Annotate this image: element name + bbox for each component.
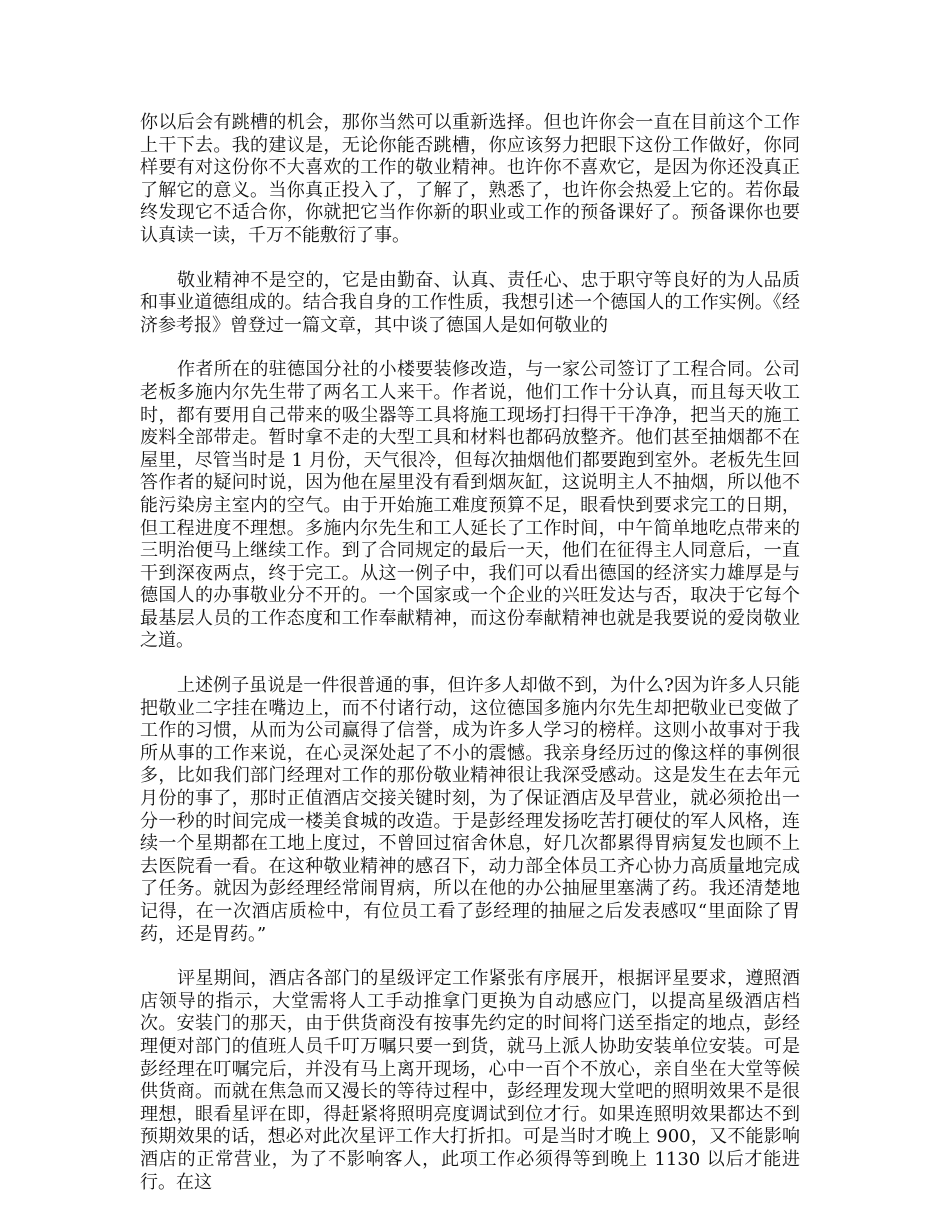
document-body: [140, 112, 800, 1216]
paragraph-1: 你以后会有跳槽的机会，那你当然可以重新选择。但也许你会一直在目前这个工作上干下去。我的建议是，无论你能否跳槽，你应该努力把眼下这份工作做好，你同样要有对这份你不大喜欢的工作的敬业精神。也许你不喜欢它，是因为你还没真正了解它的意义。当你真正投入了，了解了，熟悉了，也许你会热爱上它的。若你最终发现它不适合你，你就把它当作你新的职业或工作的预备课好了。预备课你也要认真读一读，千万不能敷衍了事。: [140, 112, 800, 246]
paragraph-4: 上述例子虽说是一件很普通的事，但许多人却做不到，为什么?因为许多人只能把敬业二字挂在嘴边上，而不付诸行动，这位德国多施内尔先生却把敬业已变做了工作的习惯，从而为公司赢得了信誉，成为许多人学习的榜样。这则小故事对于我所从事的工作来说，在心灵深处起了不小的震憾。我亲身经历过的像这样的事例很多，比如我们部门经理对工作的那份敬业精神很让我深受感动。这是发生在去年元月份的事了，那时正值酒店交接关键时刻，为了保证酒店及早营业，就必须抢出一分一秒的时间完成一楼美食城的改造。于是彭经理发扬吃苦打硬仗的军人风格，连续一个星期都在工地上度过，不曾回过宿舍休息，好几次都累得胃病复发也顾不上去医院看一看。在这种敬业精神的感召下，动力部全体员工齐心协力高质量地完成了任务。就因为彭经理经常闹胃病，所以在他的办公抽屉里塞满了药。我还清楚地记得，在一次酒店质检中，有位员工看了彭经理的抽屉之后发表感叹“里面除了胃药，还是胃药。”: [140, 675, 800, 945]
paragraph-2: 敬业精神不是空的，它是由勤奋、认真、责任心、忠于职守等良好的为人品质和事业道德组成的。结合我自身的工作性质，我想引述一个德国人的工作实例。《经济参考报》曾登过一篇文章，其中谈了德国人是如何敬业的: [140, 269, 800, 336]
paragraph-3: 作者所在的驻德国分社的小楼要装修改造，与一家公司签订了工程合同。公司老板多施内尔先生带了两名工人来干。作者说，他们工作十分认真，而且每天收工时，都有要用自己带来的吸尘器等工具将施工现场打扫得干干净净，把当天的施工废料全部带走。暂时拿不走的大型工具和材料也都码放整齐。他们甚至抽烟都不在屋里，尽管当时是 1 月份，天气很冷，但每次抽烟他们都要跑到室外。老板先生回答作者的疑问时说，因为他在屋里没有看到烟灰缸，这说明主人不抽烟，所以他不能污染房主室内的空气。由于开始施工难度预算不足，眼看快到要求完工的日期，但工程进度不理想。多施内尔先生和工人延长了工作时间，中午简单地吃点带来的三明治便马上继续工作。到了合同规定的最后一天，他们在征得主人同意后，一直干到深夜两点，终于完工。从这一例子中，我们可以看出德国的经济实力雄厚是与德国人的办事敬业分不开的。一个国家或一个企业的兴旺发达与否，取决于它每个最基层人员的工作态度和工作奉献精神，而这份奉献精神也就是我要说的爱岗敬业之道。: [140, 359, 800, 652]
paragraph-5: 评星期间，酒店各部门的星级评定工作紧张有序展开，根据评星要求，遵照酒店领导的指示，大堂需将人工手动推拿门更换为自动感应门，以提高星级酒店档次。安装门的那天，由于供货商没有按事先约定的时间将门送至指定的地点，彭经理便对部门的值班人员千叮万嘱只要一到货，就马上派人协助安装单位安装。可是彭经理在叮嘱完后，并没有马上离开现场，心中一百个不放心，亲自坐在大堂等候供货商。而就在焦急而又漫长的等待过程中，彭经理发现大堂吧的照明效果不是很理想，眼看星评在即，得赶紧将照明亮度调试到位才行。如果连照明效果都达不到预期效果的话，想必对此次星评工作大打折扣。可是当时才晚上 900，又不能影响酒店的正常营业，为了不影响客人，此项工作必须得等到晚上 1130 以后才能进行。在这: [140, 968, 800, 1193]
